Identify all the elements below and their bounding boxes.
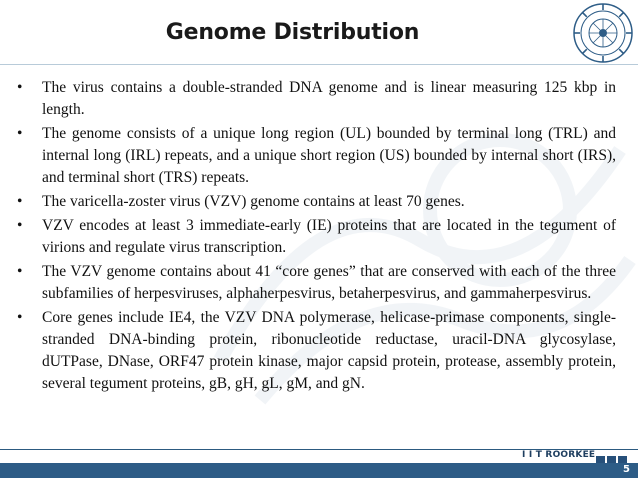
bullet-text: The VZV genome contains about 41 “core genes” that are conserved with each of the three subfamilies of herpesviruses, alphaherpesvirus, betaherpesvirus, and gammaherpesvirus. [42, 263, 616, 302]
footer-bar [0, 463, 638, 478]
bullet-item [14, 307, 616, 395]
bullet-item [14, 191, 616, 213]
bullet-glyph: • [17, 79, 23, 96]
bullet-text: The varicella-zoster virus (VZV) genome contains at least 70 genes. [42, 193, 465, 210]
bullet-glyph: • [17, 309, 23, 326]
bullet-text: The virus contains a double-stranded DNA genome and is linear measuring 125 kbp in length. [42, 79, 616, 118]
bullet-glyph: • [17, 193, 23, 210]
institute-seal-icon [572, 2, 634, 64]
slide-title: Genome Distribution [165, 20, 420, 45]
bullet-item [14, 215, 616, 259]
bullet-text: Core genes include IE4, the VZV DNA polymerase, helicase-primase components, single-stranded DNA-binding protein, ribonucleotide reductase, uracil-DNA glycosylase, dUTPase, DNase, ORF47 protein kinase, major capsid protein, protease, assembly protein, several tegument proteins, gB, gH, gL, gM, and gN. [42, 309, 616, 392]
title-divider [0, 64, 638, 65]
footer-brand: I I T ROORKEE [522, 450, 596, 460]
bullet-glyph: • [17, 217, 23, 234]
bullet-text: The genome consists of a unique long region (UL) bounded by terminal long (TRL) and internal long (IRL) repeats, and a unique short region (US) bounded by internal short (IRS), and terminal short (TRS) repeats. [42, 125, 616, 186]
bullet-item [14, 123, 616, 189]
bullet-list [14, 77, 616, 397]
bullet-glyph: • [17, 125, 23, 142]
page-number: 5 [623, 464, 630, 475]
bullet-text: VZV encodes at least 3 immediate-early (IE) proteins that are located in the tegument of virions and regulate virus transcription. [42, 217, 616, 256]
bullet-item [14, 261, 616, 305]
bullet-glyph: • [17, 263, 23, 280]
bullet-item [14, 77, 616, 121]
